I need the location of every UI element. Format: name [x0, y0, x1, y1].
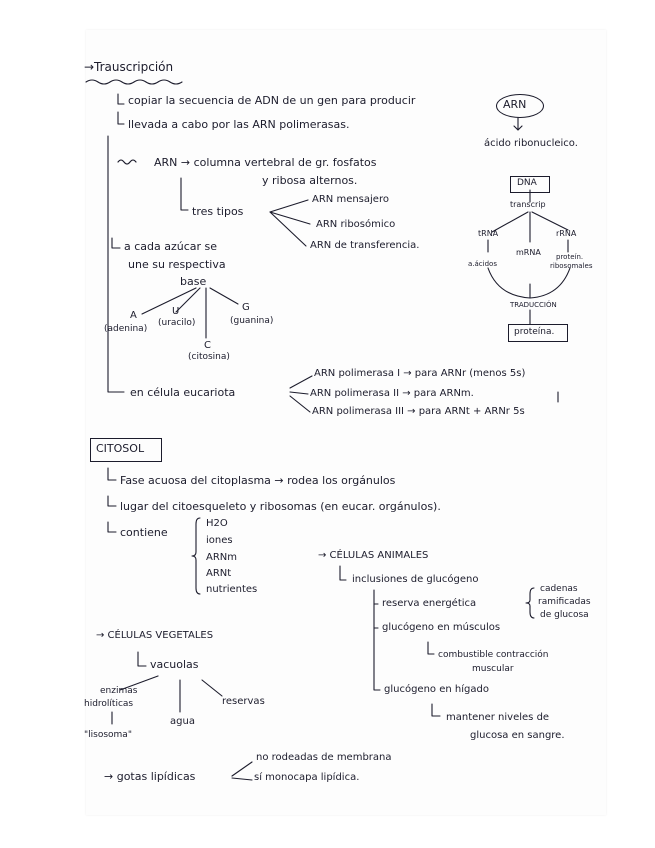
base-u-name: (uracilo)	[158, 318, 196, 328]
definition-copy: copiar la secuencia de ADN de un gen para producir	[128, 94, 416, 107]
citosol-title: CITOSOL	[96, 442, 145, 455]
tipo-ribosomico: ARN ribosómico	[316, 219, 396, 230]
azucar-line2: une su respectiva	[128, 258, 226, 271]
diagram-traduccion: TRADUCCIÓN	[510, 301, 557, 309]
enzimas-2: hidrolíticas	[84, 699, 134, 709]
tipo-transferencia: ARN de transferencia.	[310, 240, 420, 251]
tipo-mensajero: ARN mensajero	[312, 194, 389, 205]
celulas-animales: → CÉLULAS ANIMALES	[318, 550, 429, 561]
base-g: G	[242, 302, 250, 313]
diagram-proteinas-2: ribosomales	[550, 262, 593, 270]
enzimas-1: enzimas	[100, 686, 138, 696]
diagram-proteinas-1: proteín.	[556, 253, 584, 261]
contiene-h2o: H2O	[206, 518, 228, 529]
glucogeno-higado: glucógeno en hígado	[384, 684, 489, 695]
reserva-energetica: reserva energética	[382, 598, 477, 609]
mantener-2: glucosa en sangre.	[470, 730, 565, 741]
definition-polimerasas: llevada a cabo por las ARN polimerasas.	[128, 118, 350, 131]
contiene-arnm: ARNm	[206, 552, 238, 563]
celulas-vegetales: → CÉLULAS VEGETALES	[96, 630, 214, 641]
base-label: base	[180, 275, 207, 288]
contiene-arnt: ARNt	[206, 568, 232, 579]
cadenas-3: de glucosa	[540, 610, 589, 620]
base-u: U	[172, 306, 180, 317]
contiene-iones: iones	[206, 535, 233, 546]
combustible-1: combustible contracción	[438, 650, 549, 660]
diagram-rrna: rRNA	[556, 229, 577, 238]
diagram-aminoacidos: a.ácidos	[468, 260, 497, 268]
vacuolas: vacuolas	[150, 658, 199, 671]
polimerasa-2: ARN polimerasa II → para ARNm.	[310, 388, 474, 399]
base-c: C	[204, 340, 211, 351]
diagram-trna: tRNA	[478, 229, 499, 238]
combustible-2: muscular	[472, 664, 514, 674]
diagram-proteina: proteína.	[514, 327, 555, 337]
no-rodeadas: no rodeadas de membrana	[256, 752, 392, 763]
diagram-mrna: mRNA	[516, 248, 541, 257]
base-g-name: (guanina)	[230, 316, 274, 326]
tres-tipos: tres tipos	[192, 205, 244, 218]
acido-ribonucleico: ácido ribonucleico.	[484, 138, 578, 149]
citosol-lugar: lugar del citoesqueleto y ribosomas (en eucar. orgánulos).	[120, 500, 441, 513]
base-a: A	[130, 310, 137, 321]
lisosoma: "lisosoma"	[84, 730, 132, 740]
vacuola-agua: agua	[170, 716, 195, 727]
glucogeno-musculos: glucógeno en músculos	[382, 622, 501, 633]
arn-structure-line: ARN → columna vertebral de gr. fosfatos	[154, 156, 377, 169]
mantener-1: mantener niveles de	[446, 712, 550, 723]
vacuola-reservas: reservas	[222, 696, 265, 707]
inclusiones-glucogeno: inclusiones de glucógeno	[352, 574, 479, 585]
base-a-name: (adenina)	[104, 324, 148, 334]
cadenas-1: cadenas	[540, 584, 578, 594]
cadenas-2: ramificadas	[538, 597, 591, 607]
polimerasa-3: ARN polimerasa III → para ARNt + ARNr 5s	[312, 406, 525, 417]
diagram-dna: DNA	[517, 178, 537, 188]
arn-structure-line2: y ribosa alternos.	[262, 174, 358, 187]
arn-circle-label: ARN	[503, 98, 527, 111]
diagram-transcrip: transcrip	[510, 200, 546, 209]
citosol-contiene: contiene	[120, 526, 168, 539]
azucar-line1: a cada azúcar se	[124, 240, 218, 253]
contiene-nutrientes: nutrientes	[206, 584, 258, 595]
transcripcion-title: →Trauscripción	[84, 60, 174, 74]
base-c-name: (citosina)	[188, 352, 230, 362]
celula-eucariota: en célula eucariota	[130, 386, 236, 399]
si-monocapa: sí monocapa lipídica.	[254, 772, 360, 783]
polimerasa-1: ARN polimerasa I → para ARNr (menos 5s)	[314, 368, 526, 379]
citosol-fase: Fase acuosa del citoplasma → rodea los orgánulos	[120, 474, 396, 487]
gotas-lipidicas: → gotas lipídicas	[104, 770, 196, 783]
